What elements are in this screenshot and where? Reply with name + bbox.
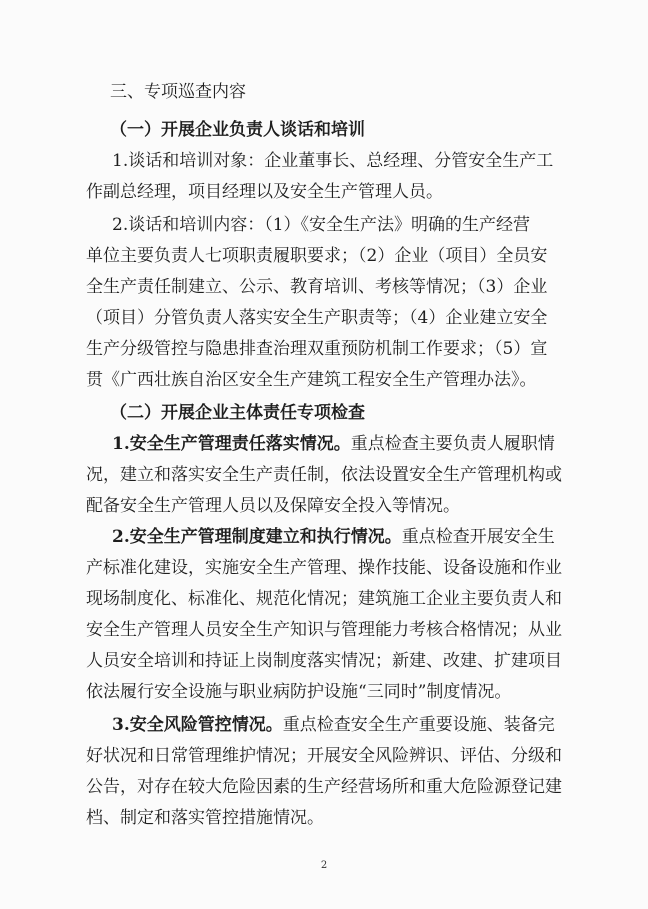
s1-item-2-line-3: 全生产责任制建立、公示、教育培训、考核等情况；（3）企业 — [86, 277, 548, 297]
s2-item-3-line-3: 公告，对存在较大危险因素的生产经营场所和重大危险源登记建 — [86, 777, 562, 797]
s2-item-1-line-1 — [112, 433, 555, 455]
s2-item-1-line-3: 配备安全生产管理人员以及保障安全投入等情况。 — [86, 496, 460, 516]
s2-item-2-line-1 — [112, 526, 555, 548]
s2-item-2-line-3: 现场制度化、标准化、规范化情况；建筑施工企业主要负责人和 — [86, 589, 562, 609]
s2-item-2-title: 2.安全生产管理制度建立和执行情况。 — [112, 527, 402, 547]
s2-item-1-title: 1.安全生产管理责任落实情况。 — [112, 434, 351, 454]
s2-item-2-line-2: 产标准化建设，实施安全生产管理、操作技能、设备设施和作业 — [86, 558, 562, 578]
s1-item-2-line-6: 贯《广西壮族自治区安全生产建筑工程安全生产管理办法》。 — [86, 370, 537, 390]
subsection-2-heading: （二）开展企业主体责任专项检查 — [110, 403, 365, 423]
s1-item-2-line-4: （项目）分管负责人落实安全生产职责等；（4）企业建立安全 — [86, 308, 548, 328]
s2-item-1-line-1-rest: 重点检查主要负责人履职情 — [350, 434, 555, 454]
page-number: 2 — [320, 860, 328, 871]
s1-item-2-line-2: 单位主要负责人七项职责履职要求；（2）企业（项目）全员安 — [86, 246, 548, 266]
s1-item-1-line-2: 作副总经理，项目经理以及安全生产管理人员。 — [86, 182, 443, 202]
s2-item-2-line-1-rest: 重点检查开展安全生 — [401, 527, 555, 547]
s1-item-1-line-1: 1.谈话和培训对象：企业董事长、总经理、分管安全生产工 — [112, 151, 554, 171]
s1-item-2-line-5: 生产分级管控与隐患排查治理双重预防机制工作要求；（5）宣 — [86, 339, 548, 359]
s2-item-2-line-5: 人员安全培训和持证上岗制度落实情况；新建、改建、扩建项目 — [86, 651, 562, 671]
s2-item-3-line-1-rest: 重点检查安全生产重要设施、装备完 — [282, 715, 555, 735]
s2-item-2-line-4: 安全生产管理人员安全生产知识与管理能力考核合格情况；从业 — [86, 620, 562, 640]
section-heading: 三、专项巡查内容 — [110, 82, 246, 102]
s2-item-3-line-4: 档、制定和落实管控措施情况。 — [86, 808, 324, 828]
s1-item-2-line-1: 2.谈话和培训内容：（1）《安全生产法》明确的生产经营 — [112, 215, 531, 235]
s2-item-3-line-2: 好状况和日常管理维护情况；开展安全风险辨识、评估、分级和 — [86, 746, 562, 766]
s2-item-2-line-6: 依法履行安全设施与职业病防护设施“三同时”制度情况。 — [86, 682, 512, 702]
s2-item-3-title: 3.安全风险管控情况。 — [112, 715, 283, 735]
subsection-1-heading: （一）开展企业负责人谈话和培训 — [110, 120, 365, 140]
s2-item-3-line-1 — [112, 714, 555, 736]
s2-item-1-line-2: 况，建立和落实安全生产责任制，依法设置安全生产管理机构或 — [86, 465, 562, 485]
